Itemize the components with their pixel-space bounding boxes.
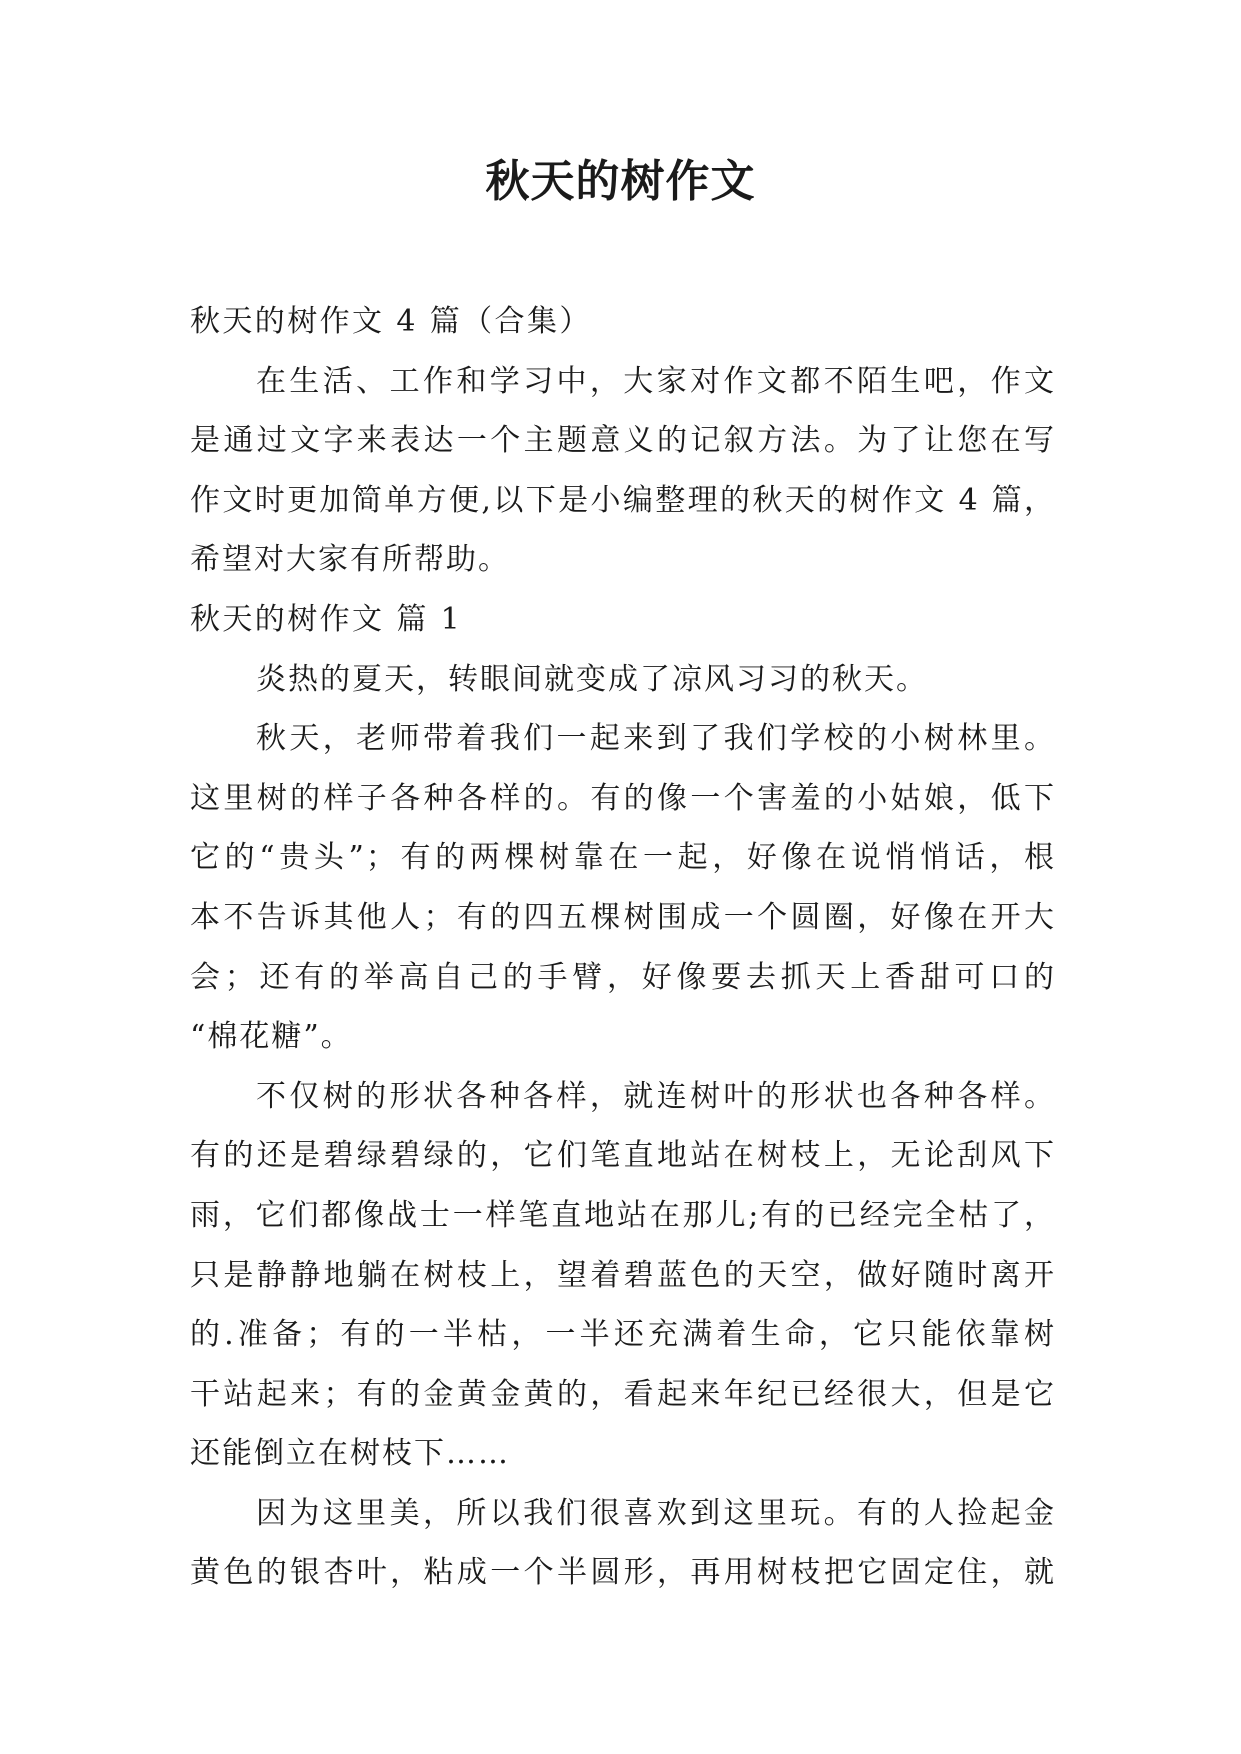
paragraph-line: 黄色的银杏叶，粘成一个半圆形，再用树枝把它固定住，就: [190, 1555, 1056, 1591]
paragraph-line: 的.准备；有的一半枯，一半还充满着生命，它只能依靠树: [190, 1317, 1056, 1353]
paragraph-line: 雨，它们都像战士一样笔直地站在那儿;有的已经完全枯了，: [190, 1197, 1056, 1233]
paragraph-line: 这里树的样子各种各样的。有的像一个害羞的小姑娘，低下: [190, 780, 1056, 816]
paragraph-line: 秋天，老师带着我们一起来到了我们学校的小树林里。: [256, 721, 1056, 757]
intro-paragraph-line: 作文时更加简单方便,以下是小编整理的秋天的树作文 4 篇，: [190, 482, 1056, 518]
paragraph-line: 炎热的夏天，转眼间就变成了凉风习习的秋天。: [256, 661, 928, 697]
paragraph-line: 有的还是碧绿碧绿的，它们笔直地站在树枝上，无论刮风下: [190, 1138, 1056, 1174]
paragraph-line: 会；还有的举高自己的手臂，好像要去抓天上香甜可口的: [190, 959, 1056, 995]
intro-paragraph-line: 是通过文字来表达一个主题意义的记叙方法。为了让您在写: [190, 423, 1056, 459]
document-body: [190, 292, 1056, 1603]
intro-paragraph-line: 在生活、工作和学习中，大家对作文都不陌生吧，作文: [256, 363, 1056, 399]
paragraph-line: 因为这里美，所以我们很喜欢到这里玩。有的人捡起金: [256, 1495, 1056, 1531]
collection-heading: 秋天的树作文 4 篇（合集）: [190, 304, 592, 339]
intro-paragraph-line: 希望对大家有所帮助。: [190, 542, 510, 578]
paragraph-line: “棉花糖”。: [190, 1019, 353, 1055]
document-title: 秋天的树作文: [485, 156, 756, 207]
paragraph-line: 只是静静地躺在树枝上，望着碧蓝色的天空，做好随时离开: [190, 1257, 1056, 1293]
paragraph-line: 干站起来；有的金黄金黄的，看起来年纪已经很大，但是它: [190, 1376, 1056, 1412]
paragraph-line: 它的“贵头”；有的两棵树靠在一起，好像在说悄悄话，根: [190, 840, 1056, 876]
paragraph-line: 本不告诉其他人；有的四五棵树围成一个圆圈，好像在开大: [190, 899, 1056, 935]
paragraph-line: 不仅树的形状各种各样，就连树叶的形状也各种各样。: [256, 1078, 1056, 1114]
paragraph-line: 还能倒立在树枝下……: [190, 1436, 510, 1472]
essay-1-heading: 秋天的树作文 篇 1: [190, 601, 463, 637]
